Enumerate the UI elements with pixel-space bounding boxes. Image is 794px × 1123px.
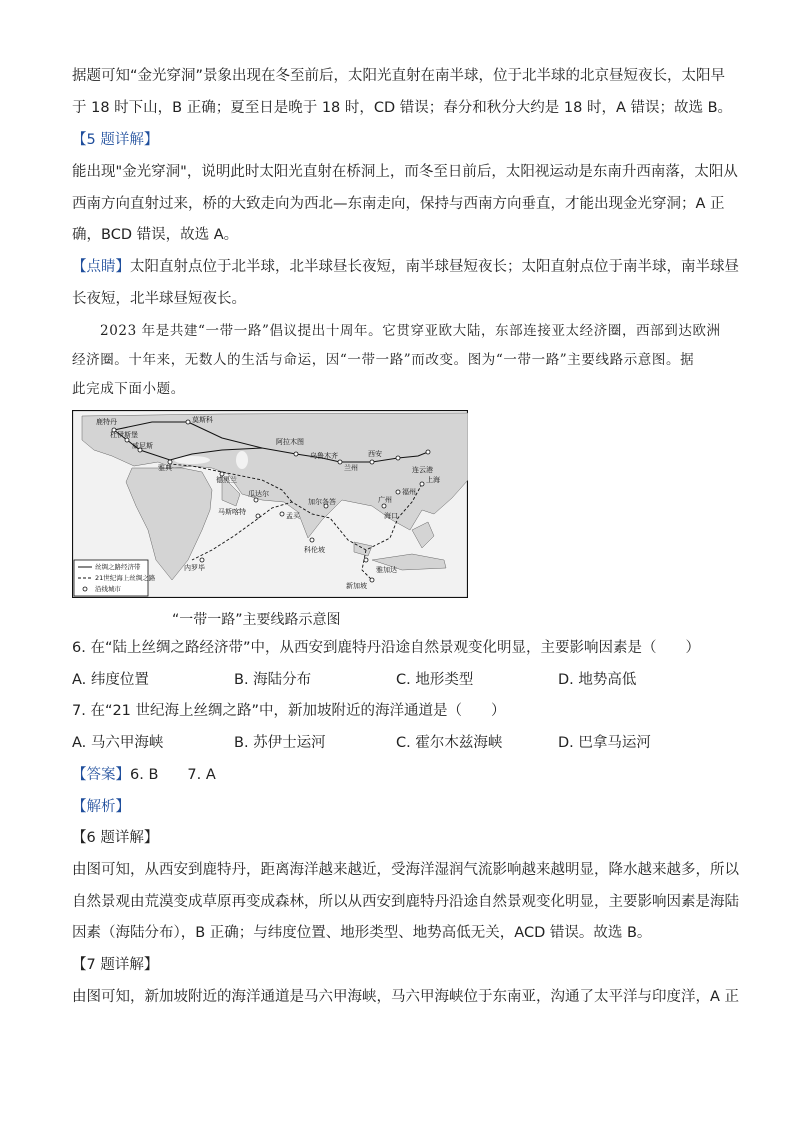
intro-line2: 经济圈。十年来，无数人的生活与命运，因“一带一路”而改变。图为“一带一路”主要线路示意图。据 xyxy=(72,352,695,368)
para6-line3: 因素（海陆分布），B 正确；与纬度位置、地形类型、地势高低无关，ACD 错误。故选 B。 xyxy=(72,925,652,941)
dianjing-text1: 太阳直射点位于北半球，北半球昼长夜短，南半球昼短夜长；太阳直射点位于南半球，南半球昼 xyxy=(130,259,739,275)
answer-tag: 【答案】 xyxy=(72,767,130,783)
legend-sea: 21世纪海上丝绸之路 xyxy=(95,574,156,582)
para6-line1: 由图可知，从西安到鹿特丹，距离海洋越来越近，受海洋湿润气流影响越来越明显，降水越来越多，所以 xyxy=(72,862,739,878)
label-moscow: 莫斯科 xyxy=(192,416,213,424)
label-almaty: 阿拉木图 xyxy=(276,438,304,446)
dianjing-line2: 长夜短，北半球昼短夜长。 xyxy=(72,291,246,307)
q6-stem: 6. 在“陆上丝绸之路经济带”中，从西安到鹿特丹沿途自然景观变化明显，主要影响因素是（ ） xyxy=(72,640,700,656)
label-fuzhou: 福州 xyxy=(402,488,416,496)
label-rotterdam: 鹿特丹 xyxy=(96,418,117,426)
para2-line3: 确，BCD 错误，故选 A。 xyxy=(72,227,239,243)
q7-option-a: A. 马六甲海峡 xyxy=(72,735,164,751)
dianjing-line1 xyxy=(72,257,739,277)
label-urumqi: 乌鲁木齐 xyxy=(310,452,338,460)
label-haikou: 海口 xyxy=(384,512,398,520)
para1-line1: 据题可知“金光穿洞”景象出现在冬至前后，太阳光直射在南半球，位于北半球的北京昼短夜长，太阳早 xyxy=(72,68,726,84)
label-athens: 雅典 xyxy=(158,464,172,472)
para2-line1: 能出现"金光穿洞"，说明此时太阳光直射在桥洞上，而冬至日前后，太阳视运动是东南升西南落，太阳从 xyxy=(72,164,738,180)
label-shanghai: 上海 xyxy=(426,476,440,484)
label-guangzhou: 广州 xyxy=(378,496,392,504)
label-kolkata: 加尔各答 xyxy=(308,498,336,506)
intro-line3: 此完成下面小题。 xyxy=(72,381,185,397)
label-colombo: 科伦坡 xyxy=(304,546,325,554)
q6-header: 【6 题详解】 xyxy=(72,830,159,846)
answer-text: 6. B 7. A xyxy=(130,767,216,783)
map-legend xyxy=(74,560,156,596)
q6-option-d: D. 地势高低 xyxy=(558,672,637,688)
para6-line2: 自然景观由荒漠变成草原再变成森林，所以从西安到鹿特丹沿途自然景观变化明显，主要影响因素是海陆 xyxy=(72,894,739,910)
label-gwadar: 瓜达尔 xyxy=(248,490,269,498)
q6-option-a: A. 纬度位置 xyxy=(72,672,149,688)
label-mumbai: 孟买 xyxy=(286,512,300,520)
para7-line1: 由图可知，新加坡附近的海洋通道是马六甲海峡，马六甲海峡位于东南亚，沟通了太平洋与印度洋，A 正 xyxy=(72,989,740,1005)
q6-option-b: B. 海陆分布 xyxy=(234,672,312,688)
q6-option-c: C. 地形类型 xyxy=(396,672,474,688)
q7-header: 【7 题详解】 xyxy=(72,957,159,973)
label-lanzhou: 兰州 xyxy=(344,464,358,472)
label-singapore: 新加坡 xyxy=(346,582,367,590)
label-muscat: 马斯喀特 xyxy=(218,508,246,516)
q7-option-c: C. 霍尔木兹海峡 xyxy=(396,735,503,751)
q7-option-b: B. 苏伊士运河 xyxy=(234,735,326,751)
legend-city: 沿线城市 xyxy=(95,585,121,593)
label-xian: 西安 xyxy=(368,450,382,458)
para2-line2: 西南方向直射过来，桥的大致走向为西北—东南走向，保持与西南方向垂直，才能出现金光穿洞；A 正 xyxy=(72,196,725,212)
map-caption: “一带一路”主要线路示意图 xyxy=(172,612,341,628)
para1-line2: 于 18 时下山，B 正确；夏至日是晚于 18 时，CD 错误；春分和秋分大约是 18 时，A 错误；故选 B。 xyxy=(72,100,733,116)
q7-stem: 7. 在“21 世纪海上丝绸之路”中，新加坡附近的海洋通道是（ ） xyxy=(72,703,506,719)
label-tehran: 德黑兰 xyxy=(216,476,237,484)
dianjing-tag: 【点睛】 xyxy=(72,259,130,275)
label-lianyungang: 连云港 xyxy=(412,466,433,474)
q5-header: 【5 题详解】 xyxy=(72,132,159,148)
belt-road-map xyxy=(72,410,468,598)
label-venice: 威尼斯 xyxy=(132,442,153,450)
jiexi-header: 【解析】 xyxy=(72,799,130,815)
label-jakarta: 雅加达 xyxy=(376,566,397,574)
label-duisburg: 杜伊斯堡 xyxy=(110,431,138,439)
answer-line xyxy=(72,765,216,785)
label-nairobi: 内罗毕 xyxy=(184,564,205,572)
q7-option-d: D. 巴拿马运河 xyxy=(558,735,651,751)
legend-land: 丝绸之路经济带 xyxy=(95,563,141,571)
intro-line1: 2023 年是共建“一带一路”倡议提出十周年。它贯穿亚欧大陆，东部连接亚太经济圈，西部到达欧洲 xyxy=(100,323,721,339)
